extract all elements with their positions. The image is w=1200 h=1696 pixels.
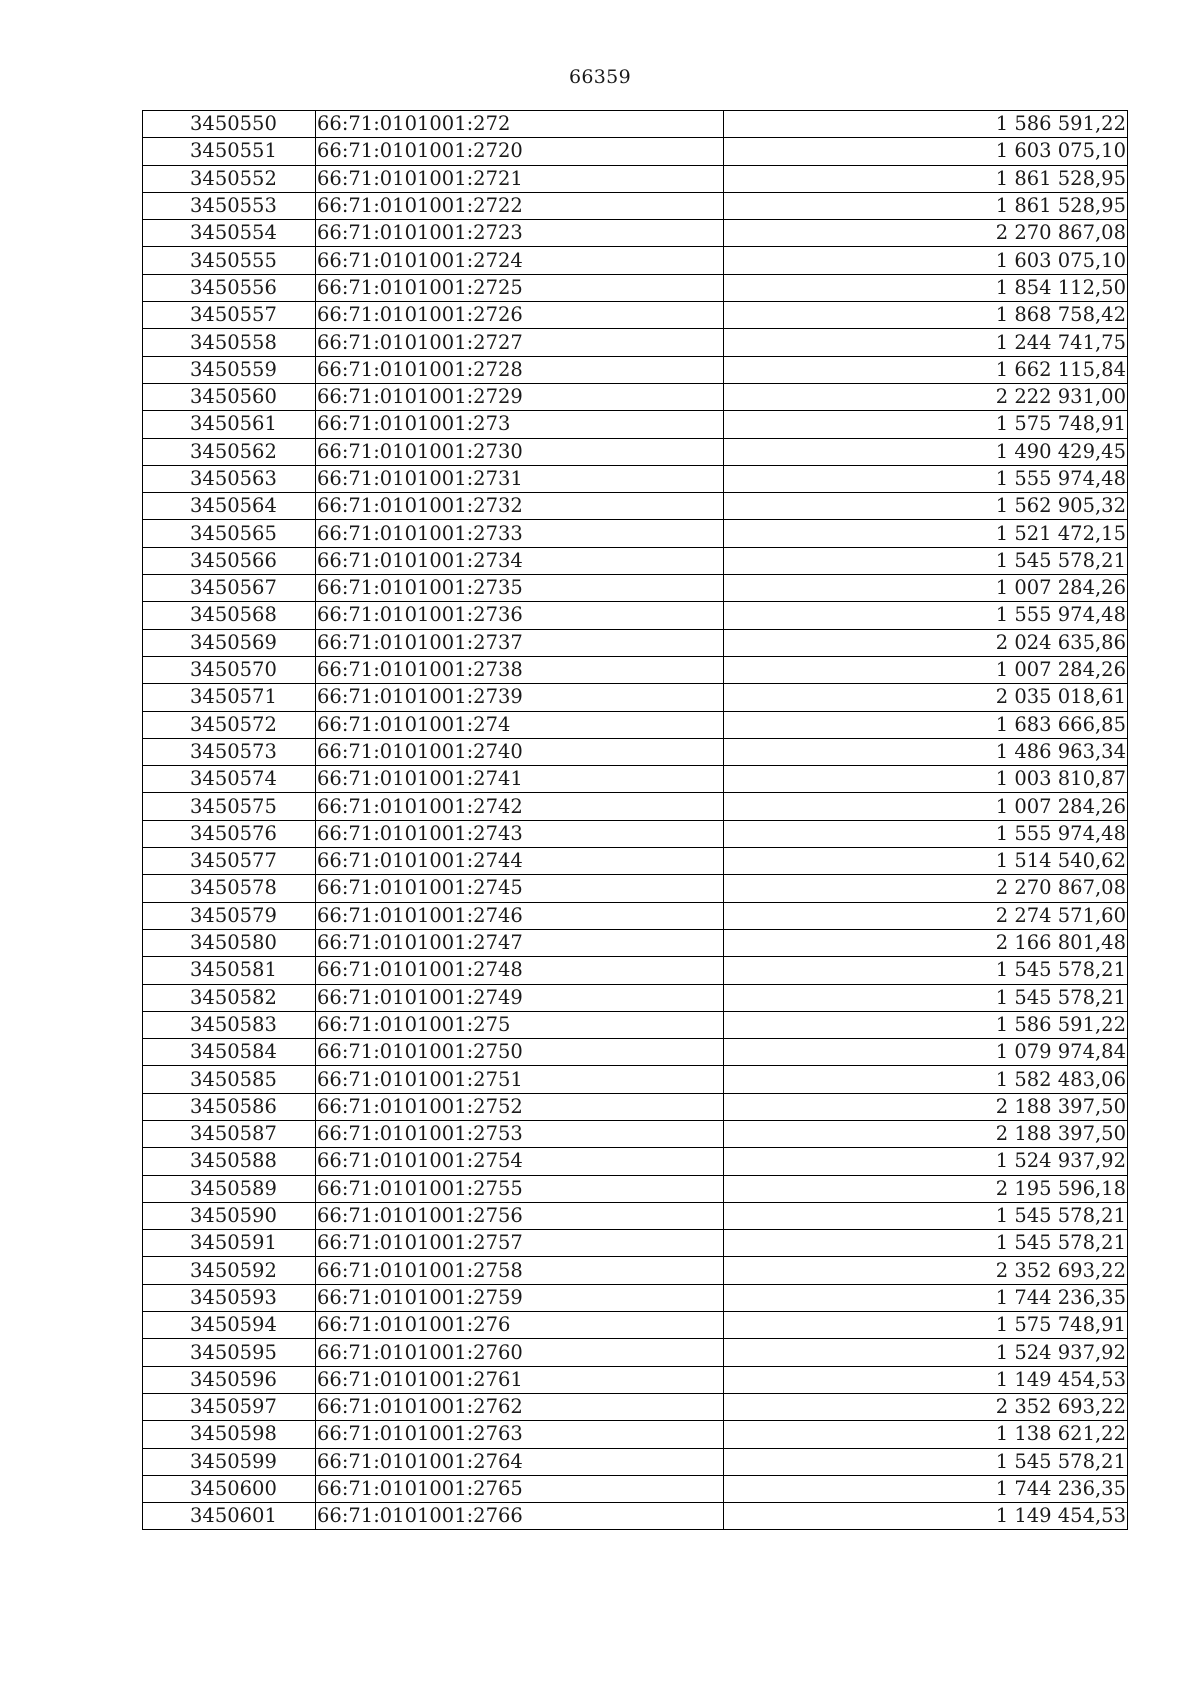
record-number-cell: 3450571: [143, 684, 316, 711]
record-number-cell: 3450572: [143, 711, 316, 738]
record-number-cell: 3450574: [143, 766, 316, 793]
cadastral-number-cell: 66:71:0101001:2735: [316, 575, 724, 602]
record-number-cell: 3450555: [143, 247, 316, 274]
record-number-cell: 3450570: [143, 656, 316, 683]
table-row: [143, 629, 1128, 656]
cadastral-number-cell: 66:71:0101001:2748: [316, 957, 724, 984]
table-row: [143, 820, 1128, 847]
cadastral-value-cell: 2 352 693,22: [724, 1393, 1128, 1420]
record-number-cell: 3450599: [143, 1448, 316, 1475]
table-row: [143, 411, 1128, 438]
cadastral-number-cell: 66:71:0101001:2753: [316, 1120, 724, 1147]
table-row: [143, 547, 1128, 574]
cadastral-number-cell: 66:71:0101001:2764: [316, 1448, 724, 1475]
record-number-cell: 3450560: [143, 383, 316, 410]
cadastral-value-cell: 1 545 578,21: [724, 1448, 1128, 1475]
table-row: [143, 1475, 1128, 1502]
table-row: [143, 1066, 1128, 1093]
record-number-cell: 3450553: [143, 192, 316, 219]
cadastral-number-cell: 66:71:0101001:2759: [316, 1284, 724, 1311]
cadastral-number-cell: 66:71:0101001:272: [316, 111, 724, 138]
record-number-cell: 3450556: [143, 274, 316, 301]
record-number-cell: 3450596: [143, 1366, 316, 1393]
record-number-cell: 3450559: [143, 356, 316, 383]
cadastral-value-cell: 1 603 075,10: [724, 138, 1128, 165]
table-row: [143, 1093, 1128, 1120]
record-number-cell: 3450565: [143, 520, 316, 547]
table-row: [143, 383, 1128, 410]
cadastral-value-cell: 1 545 578,21: [724, 984, 1128, 1011]
cadastral-number-cell: 66:71:0101001:2751: [316, 1066, 724, 1093]
cadastral-number-cell: 66:71:0101001:2721: [316, 165, 724, 192]
registry-table: [142, 110, 1128, 1530]
cadastral-number-cell: 66:71:0101001:2761: [316, 1366, 724, 1393]
table-row: [143, 902, 1128, 929]
table-row: [143, 220, 1128, 247]
record-number-cell: 3450562: [143, 438, 316, 465]
cadastral-value-cell: 1 575 748,91: [724, 1312, 1128, 1339]
record-number-cell: 3450558: [143, 329, 316, 356]
table-row: [143, 848, 1128, 875]
cadastral-value-cell: 1 861 528,95: [724, 192, 1128, 219]
table-row: [143, 766, 1128, 793]
cadastral-number-cell: 66:71:0101001:2749: [316, 984, 724, 1011]
cadastral-value-cell: 1 545 578,21: [724, 547, 1128, 574]
cadastral-number-cell: 66:71:0101001:2732: [316, 493, 724, 520]
cadastral-number-cell: 66:71:0101001:273: [316, 411, 724, 438]
cadastral-value-cell: 2 270 867,08: [724, 875, 1128, 902]
table-row: [143, 1366, 1128, 1393]
cadastral-number-cell: 66:71:0101001:2765: [316, 1475, 724, 1502]
record-number-cell: 3450563: [143, 465, 316, 492]
cadastral-number-cell: 66:71:0101001:2742: [316, 793, 724, 820]
cadastral-number-cell: 66:71:0101001:2728: [316, 356, 724, 383]
cadastral-value-cell: 1 007 284,26: [724, 575, 1128, 602]
table-row: [143, 1148, 1128, 1175]
cadastral-value-cell: 1 524 937,92: [724, 1339, 1128, 1366]
table-row: [143, 738, 1128, 765]
cadastral-value-cell: 1 744 236,35: [724, 1284, 1128, 1311]
cadastral-value-cell: 1 007 284,26: [724, 793, 1128, 820]
cadastral-number-cell: 66:71:0101001:2750: [316, 1039, 724, 1066]
cadastral-number-cell: 66:71:0101001:2760: [316, 1339, 724, 1366]
table-row: [143, 493, 1128, 520]
cadastral-number-cell: 66:71:0101001:2741: [316, 766, 724, 793]
cadastral-number-cell: 66:71:0101001:2731: [316, 465, 724, 492]
cadastral-number-cell: 66:71:0101001:2752: [316, 1093, 724, 1120]
cadastral-number-cell: 66:71:0101001:2745: [316, 875, 724, 902]
cadastral-number-cell: 66:71:0101001:2756: [316, 1202, 724, 1229]
record-number-cell: 3450581: [143, 957, 316, 984]
record-number-cell: 3450552: [143, 165, 316, 192]
cadastral-number-cell: 66:71:0101001:2730: [316, 438, 724, 465]
cadastral-value-cell: 1 079 974,84: [724, 1039, 1128, 1066]
cadastral-value-cell: 1 545 578,21: [724, 1230, 1128, 1257]
cadastral-number-cell: 66:71:0101001:2734: [316, 547, 724, 574]
cadastral-value-cell: 2 270 867,08: [724, 220, 1128, 247]
cadastral-value-cell: 1 586 591,22: [724, 1011, 1128, 1038]
cadastral-number-cell: 66:71:0101001:276: [316, 1312, 724, 1339]
cadastral-number-cell: 66:71:0101001:2720: [316, 138, 724, 165]
cadastral-value-cell: 1 603 075,10: [724, 247, 1128, 274]
cadastral-value-cell: 1 861 528,95: [724, 165, 1128, 192]
cadastral-number-cell: 66:71:0101001:2727: [316, 329, 724, 356]
cadastral-number-cell: 66:71:0101001:2739: [316, 684, 724, 711]
record-number-cell: 3450589: [143, 1175, 316, 1202]
table-row: [143, 165, 1128, 192]
record-number-cell: 3450583: [143, 1011, 316, 1038]
record-number-cell: 3450561: [143, 411, 316, 438]
record-number-cell: 3450575: [143, 793, 316, 820]
record-number-cell: 3450550: [143, 111, 316, 138]
cadastral-value-cell: 1 149 454,53: [724, 1503, 1128, 1530]
record-number-cell: 3450582: [143, 984, 316, 1011]
record-number-cell: 3450567: [143, 575, 316, 602]
record-number-cell: 3450600: [143, 1475, 316, 1502]
cadastral-value-cell: 1 854 112,50: [724, 274, 1128, 301]
cadastral-number-cell: 66:71:0101001:2766: [316, 1503, 724, 1530]
table-row: [143, 1393, 1128, 1420]
cadastral-number-cell: 66:71:0101001:2724: [316, 247, 724, 274]
cadastral-number-cell: 66:71:0101001:2733: [316, 520, 724, 547]
page-number: 66359: [569, 66, 631, 88]
record-number-cell: 3450597: [143, 1393, 316, 1420]
record-number-cell: 3450584: [143, 1039, 316, 1066]
cadastral-value-cell: 1 007 284,26: [724, 656, 1128, 683]
record-number-cell: 3450580: [143, 929, 316, 956]
cadastral-number-cell: 66:71:0101001:2725: [316, 274, 724, 301]
table-row: [143, 274, 1128, 301]
cadastral-value-cell: 1 555 974,48: [724, 602, 1128, 629]
table-row: [143, 1120, 1128, 1147]
cadastral-number-cell: 66:71:0101001:274: [316, 711, 724, 738]
cadastral-value-cell: 1 868 758,42: [724, 302, 1128, 329]
record-number-cell: 3450587: [143, 1120, 316, 1147]
cadastral-value-cell: 2 188 397,50: [724, 1120, 1128, 1147]
cadastral-value-cell: 1 555 974,48: [724, 465, 1128, 492]
table-row: [143, 465, 1128, 492]
cadastral-value-cell: 1 555 974,48: [724, 820, 1128, 847]
cadastral-number-cell: 66:71:0101001:2746: [316, 902, 724, 929]
registry-table-body: [143, 111, 1128, 1530]
table-row: [143, 1421, 1128, 1448]
record-number-cell: 3450577: [143, 848, 316, 875]
cadastral-value-cell: 1 003 810,87: [724, 766, 1128, 793]
record-number-cell: 3450554: [143, 220, 316, 247]
cadastral-number-cell: 66:71:0101001:2723: [316, 220, 724, 247]
record-number-cell: 3450591: [143, 1230, 316, 1257]
table-row: [143, 247, 1128, 274]
record-number-cell: 3450601: [143, 1503, 316, 1530]
table-row: [143, 138, 1128, 165]
table-row: [143, 1011, 1128, 1038]
record-number-cell: 3450595: [143, 1339, 316, 1366]
cadastral-value-cell: 1 545 578,21: [724, 1202, 1128, 1229]
record-number-cell: 3450579: [143, 902, 316, 929]
record-number-cell: 3450592: [143, 1257, 316, 1284]
cadastral-value-cell: 2 222 931,00: [724, 383, 1128, 410]
cadastral-value-cell: 2 166 801,48: [724, 929, 1128, 956]
table-row: [143, 1312, 1128, 1339]
cadastral-value-cell: 1 662 115,84: [724, 356, 1128, 383]
cadastral-value-cell: 2 188 397,50: [724, 1093, 1128, 1120]
cadastral-value-cell: 1 490 429,45: [724, 438, 1128, 465]
record-number-cell: 3450585: [143, 1066, 316, 1093]
table-row: [143, 984, 1128, 1011]
record-number-cell: 3450564: [143, 493, 316, 520]
cadastral-number-cell: 66:71:0101001:2747: [316, 929, 724, 956]
table-row: [143, 1339, 1128, 1366]
cadastral-value-cell: 1 545 578,21: [724, 957, 1128, 984]
table-row: [143, 192, 1128, 219]
table-row: [143, 356, 1128, 383]
cadastral-number-cell: 66:71:0101001:2740: [316, 738, 724, 765]
cadastral-number-cell: 66:71:0101001:2754: [316, 1148, 724, 1175]
cadastral-value-cell: 2 274 571,60: [724, 902, 1128, 929]
record-number-cell: 3450566: [143, 547, 316, 574]
cadastral-number-cell: 66:71:0101001:2722: [316, 192, 724, 219]
cadastral-value-cell: 1 575 748,91: [724, 411, 1128, 438]
cadastral-number-cell: 66:71:0101001:2758: [316, 1257, 724, 1284]
record-number-cell: 3450586: [143, 1093, 316, 1120]
record-number-cell: 3450593: [143, 1284, 316, 1311]
cadastral-number-cell: 66:71:0101001:2757: [316, 1230, 724, 1257]
cadastral-value-cell: 1 744 236,35: [724, 1475, 1128, 1502]
cadastral-value-cell: 1 586 591,22: [724, 111, 1128, 138]
table-row: [143, 1503, 1128, 1530]
table-row: [143, 684, 1128, 711]
cadastral-value-cell: 2 195 596,18: [724, 1175, 1128, 1202]
cadastral-number-cell: 66:71:0101001:2755: [316, 1175, 724, 1202]
record-number-cell: 3450590: [143, 1202, 316, 1229]
record-number-cell: 3450551: [143, 138, 316, 165]
table-row: [143, 111, 1128, 138]
cadastral-value-cell: 1 514 540,62: [724, 848, 1128, 875]
cadastral-number-cell: 66:71:0101001:2744: [316, 848, 724, 875]
table-row: [143, 711, 1128, 738]
table-row: [143, 602, 1128, 629]
cadastral-number-cell: 66:71:0101001:2729: [316, 383, 724, 410]
record-number-cell: 3450578: [143, 875, 316, 902]
table-row: [143, 520, 1128, 547]
cadastral-number-cell: 66:71:0101001:2737: [316, 629, 724, 656]
record-number-cell: 3450568: [143, 602, 316, 629]
cadastral-number-cell: 66:71:0101001:2743: [316, 820, 724, 847]
table-row: [143, 875, 1128, 902]
table-row: [143, 1448, 1128, 1475]
table-row: [143, 1230, 1128, 1257]
table-row: [143, 1039, 1128, 1066]
record-number-cell: 3450576: [143, 820, 316, 847]
table-row: [143, 438, 1128, 465]
cadastral-number-cell: 66:71:0101001:2763: [316, 1421, 724, 1448]
cadastral-value-cell: 1 524 937,92: [724, 1148, 1128, 1175]
cadastral-value-cell: 1 562 905,32: [724, 493, 1128, 520]
table-row: [143, 302, 1128, 329]
cadastral-number-cell: 66:71:0101001:2762: [316, 1393, 724, 1420]
table-row: [143, 929, 1128, 956]
cadastral-value-cell: 2 024 635,86: [724, 629, 1128, 656]
cadastral-value-cell: 2 352 693,22: [724, 1257, 1128, 1284]
table-row: [143, 329, 1128, 356]
table-row: [143, 1175, 1128, 1202]
cadastral-value-cell: 1 138 621,22: [724, 1421, 1128, 1448]
cadastral-value-cell: 1 486 963,34: [724, 738, 1128, 765]
table-row: [143, 793, 1128, 820]
cadastral-value-cell: 1 149 454,53: [724, 1366, 1128, 1393]
cadastral-value-cell: 1 683 666,85: [724, 711, 1128, 738]
table-row: [143, 957, 1128, 984]
cadastral-number-cell: 66:71:0101001:275: [316, 1011, 724, 1038]
table-row: [143, 1257, 1128, 1284]
record-number-cell: 3450598: [143, 1421, 316, 1448]
record-number-cell: 3450594: [143, 1312, 316, 1339]
table-row: [143, 1284, 1128, 1311]
record-number-cell: 3450569: [143, 629, 316, 656]
table-row: [143, 1202, 1128, 1229]
record-number-cell: 3450588: [143, 1148, 316, 1175]
cadastral-value-cell: 1 521 472,15: [724, 520, 1128, 547]
record-number-cell: 3450557: [143, 302, 316, 329]
table-row: [143, 656, 1128, 683]
table-row: [143, 575, 1128, 602]
record-number-cell: 3450573: [143, 738, 316, 765]
cadastral-number-cell: 66:71:0101001:2738: [316, 656, 724, 683]
cadastral-value-cell: 1 582 483,06: [724, 1066, 1128, 1093]
cadastral-value-cell: 2 035 018,61: [724, 684, 1128, 711]
cadastral-number-cell: 66:71:0101001:2736: [316, 602, 724, 629]
cadastral-value-cell: 1 244 741,75: [724, 329, 1128, 356]
cadastral-number-cell: 66:71:0101001:2726: [316, 302, 724, 329]
